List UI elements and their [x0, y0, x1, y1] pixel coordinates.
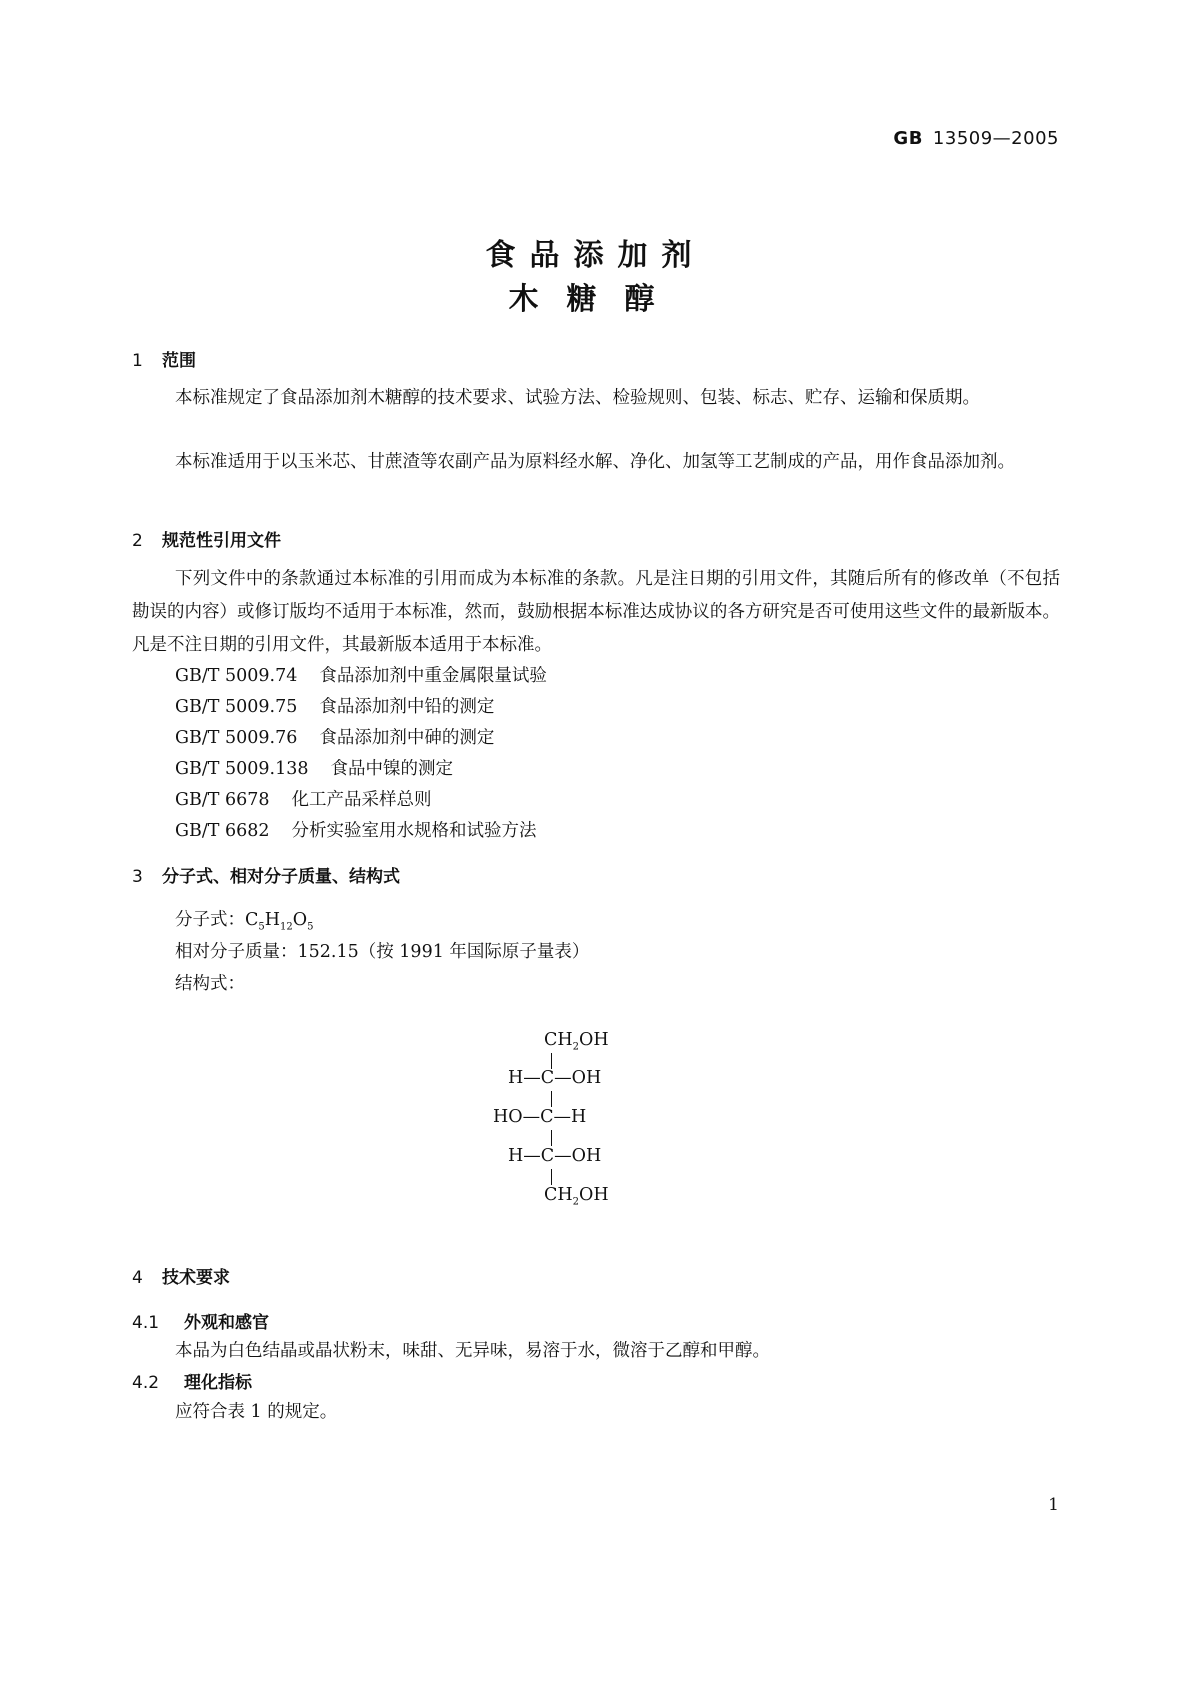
- section-2-heading: [132, 526, 281, 551]
- section-4-1-heading: [132, 1308, 269, 1333]
- formula-bottom-group: $CH_2OH$: [544, 1185, 609, 1208]
- section-title: 技术要求: [162, 1268, 230, 1288]
- section-title: 外观和感官: [184, 1313, 269, 1333]
- reference-code: GB/T 5009.138: [175, 759, 309, 779]
- standard-code: 13509—2005: [932, 128, 1059, 149]
- reference-item: [175, 724, 494, 749]
- section-number: 3: [132, 867, 143, 887]
- section-2-paragraph: 下列文件中的条款通过本标准的引用而成为本标准的条款。凡是注日期的引用文件，其随后所有的修改单（不包括勘误的内容）或修订版均不适用于本标准，然而，鼓励根据本标准达成协议的各方研究是否可使用这些文件的最新版本。凡是不注日期的引用文件，其最新版本适用于本标准。: [132, 569, 1060, 655]
- standard-number: [893, 128, 1059, 149]
- section-number: 4.2: [132, 1373, 160, 1393]
- formula-label: 分子式：: [175, 910, 245, 930]
- section-1-heading: [132, 346, 196, 371]
- section-number: 4: [132, 1268, 143, 1288]
- section-4-2-heading: [132, 1368, 252, 1393]
- reference-name: 食品中镍的测定: [330, 759, 453, 779]
- formula-bond: [551, 1091, 552, 1107]
- reference-code: GB/T 5009.76: [175, 728, 298, 748]
- section-number: 1: [132, 351, 143, 371]
- section-number: 4.1: [132, 1313, 160, 1333]
- reference-item: [175, 662, 547, 687]
- reference-name: 食品添加剂中铅的测定: [319, 697, 495, 717]
- molecular-formula: 分子式：$C_5H_{12}O_5$: [175, 910, 314, 933]
- reference-name: 食品添加剂中重金属限量试验: [319, 666, 547, 686]
- section-number: 2: [132, 531, 143, 551]
- page-number: 1: [1048, 1495, 1059, 1515]
- formula-row-3: H—C—OH: [508, 1146, 602, 1166]
- structural-formula: [493, 1030, 720, 1220]
- formula-top-group: $CH_2OH$: [544, 1030, 609, 1053]
- section-4-1-text: 本品为白色结晶或晶状粉末，味甜、无异味，易溶于水，微溶于乙醇和甲醇。: [175, 1341, 770, 1361]
- reference-code: GB/T 6678: [175, 790, 270, 810]
- section-1-paragraph-1: 本标准规定了食品添加剂木糖醇的技术要求、试验方法、检验规则、包装、标志、贮存、运输和保质期。: [175, 388, 980, 408]
- reference-name: 化工产品采样总则: [291, 790, 432, 810]
- reference-code: GB/T 6682: [175, 821, 270, 841]
- standard-prefix: GB: [893, 128, 923, 149]
- section-title: 理化指标: [184, 1373, 252, 1393]
- section-title: 范围: [162, 351, 196, 371]
- section-1-paragraph-2: 本标准适用于以玉米芯、甘蔗渣等农副产品为原料经水解、净化、加氢等工艺制成的产品，用作食品添加剂。: [175, 452, 1015, 472]
- section-3-heading: [132, 862, 400, 887]
- formula-bond: [551, 1130, 552, 1146]
- reference-name: 分析实验室用水规格和试验方法: [291, 821, 537, 841]
- document-title-line2: 木糖醇: [508, 282, 683, 317]
- formula-bond: [551, 1169, 552, 1185]
- document-title-line1: 食品添加剂: [485, 238, 706, 273]
- reference-item: [175, 817, 537, 842]
- section-4-heading: [132, 1263, 230, 1288]
- section-title: 规范性引用文件: [162, 531, 281, 551]
- reference-name: 食品添加剂中砷的测定: [319, 728, 495, 748]
- structure-label: 结构式：: [175, 974, 245, 994]
- formula-row-1: H—C—OH: [508, 1068, 602, 1088]
- reference-item: [175, 693, 494, 718]
- reference-item: [175, 786, 432, 811]
- reference-code: GB/T 5009.74: [175, 666, 298, 686]
- section-4-2-text: 应符合表 1 的规定。: [175, 1402, 338, 1422]
- molecular-mass: 相对分子质量：152.15（按 1991 年国际原子量表）: [175, 942, 590, 962]
- reference-code: GB/T 5009.75: [175, 697, 298, 717]
- reference-item: [175, 755, 453, 780]
- formula-bond: [551, 1053, 552, 1069]
- formula-row-2: HO—C—H: [493, 1107, 587, 1127]
- section-title: 分子式、相对分子质量、结构式: [162, 867, 400, 887]
